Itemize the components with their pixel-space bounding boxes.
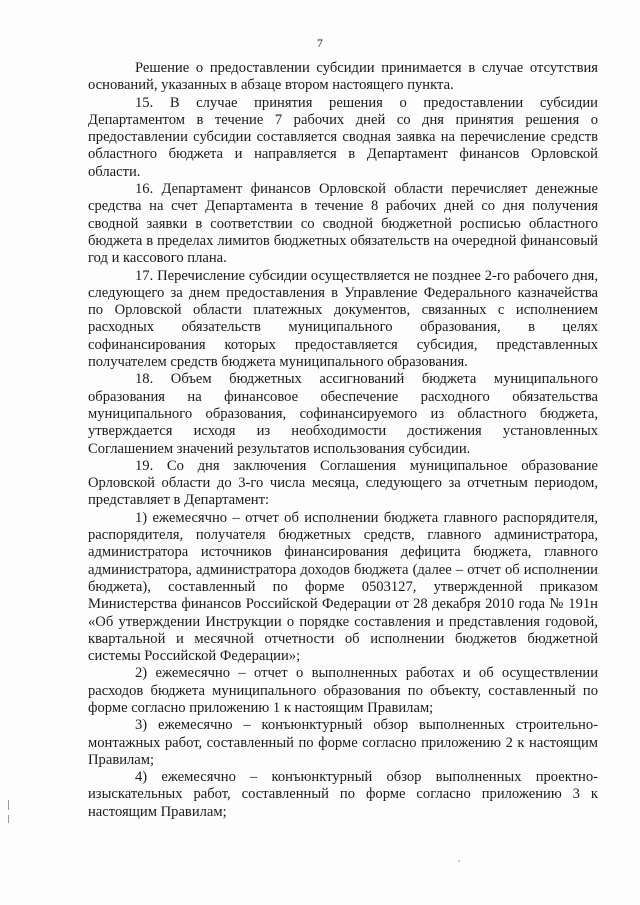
subitem-4-design-survey-review: 4) ежемесячно – конъюнктурный обзор выполненных проектно-изыскательных работ, составленный по форме согласно приложению 3 к настоящим Правилам;	[88, 769, 598, 820]
subitem-1-budget-report: 1) ежемесячно – отчет об исполнении бюджета главного распорядителя, распорядителя, получателя бюджетных средств, главного администратора, администратора источников финансирования дефицита бюджета, главного администратора, администратора доходов бюджета (далее – отчет об исполнении бюджета), составленный по форме 0503127, утвержденной приказом Министерства финансов Российской Федерации от 28 декабря 2010 года № 191н «Об утверждении Инструкции о порядке составления и представления годовой, квартальной и месячной отчетности об исполнении бюджетов бюджетной системы Российской Федерации»;	[88, 509, 598, 665]
scan-speck	[458, 860, 460, 862]
paragraph-item-19: 19. Со дня заключения Соглашения муниципальное образование Орловской области до 3-го числа месяца, следующего за отчетным периодом, представляет в Департамент:	[88, 457, 598, 509]
subitem-3-construction-review: 3) ежемесячно – конъюнктурный обзор выполненных строительно-монтажных работ, составленный по форме согласно приложению 2 к настоящим Правилам;	[88, 717, 598, 768]
subitem-2-works-report: 2) ежемесячно – отчет о выполненных работах и об осуществлении расходов бюджета муниципального образования по объекту, составленный по форме согласно приложению 1 к настоящим Правилам;	[88, 665, 598, 716]
scan-edge-mark	[8, 815, 9, 823]
paragraph-item-17: 17. Перечисление субсидии осуществляется не позднее 2-го рабочего дня, следующего за днем предоставления в Управление Федерального казначейства по Орловской области платежных документов, связанных с исполнением расходных обязательств муниципального образования, в целях софинансирования которых предоставляется субсидия, представленных получателем средств бюджета муниципального образования.	[88, 267, 598, 371]
document-body	[88, 60, 598, 821]
paragraph-item-16: 16. Департамент финансов Орловской области перечисляет денежные средства на счет Департамента в течение 8 рабочих дней со дня получения сводной заявки в соответствии со сводной бюджетной росписью областного бюджета в пределах лимитов бюджетных обязательств на очередной финансовый год и кассового плана.	[88, 181, 598, 267]
page-number: 7	[316, 36, 324, 50]
paragraph-item-18: 18. Объем бюджетных ассигнований бюджета муниципального образования на финансовое обеспечение расходного обязательства муниципального образования, софинансируемого из областного бюджета, утверждается исходя из необходимости достижения установленных Соглашением значений результатов использования субсидии.	[88, 371, 598, 457]
paragraph-decision-basis: Решение о предоставлении субсидии принимается в случае отсутствия оснований, указанных в абзаце втором настоящего пункта.	[88, 60, 598, 94]
paragraph-item-15: 15. В случае принятия решения о предоставлении субсидии Департаментом в течение 7 рабочих дней со дня принятия решения о предоставлении субсидии составляется сводная заявка на перечисление средств областного бюджета и направляется в Департамент финансов Орловской области.	[88, 94, 598, 180]
scan-edge-mark	[8, 800, 9, 810]
